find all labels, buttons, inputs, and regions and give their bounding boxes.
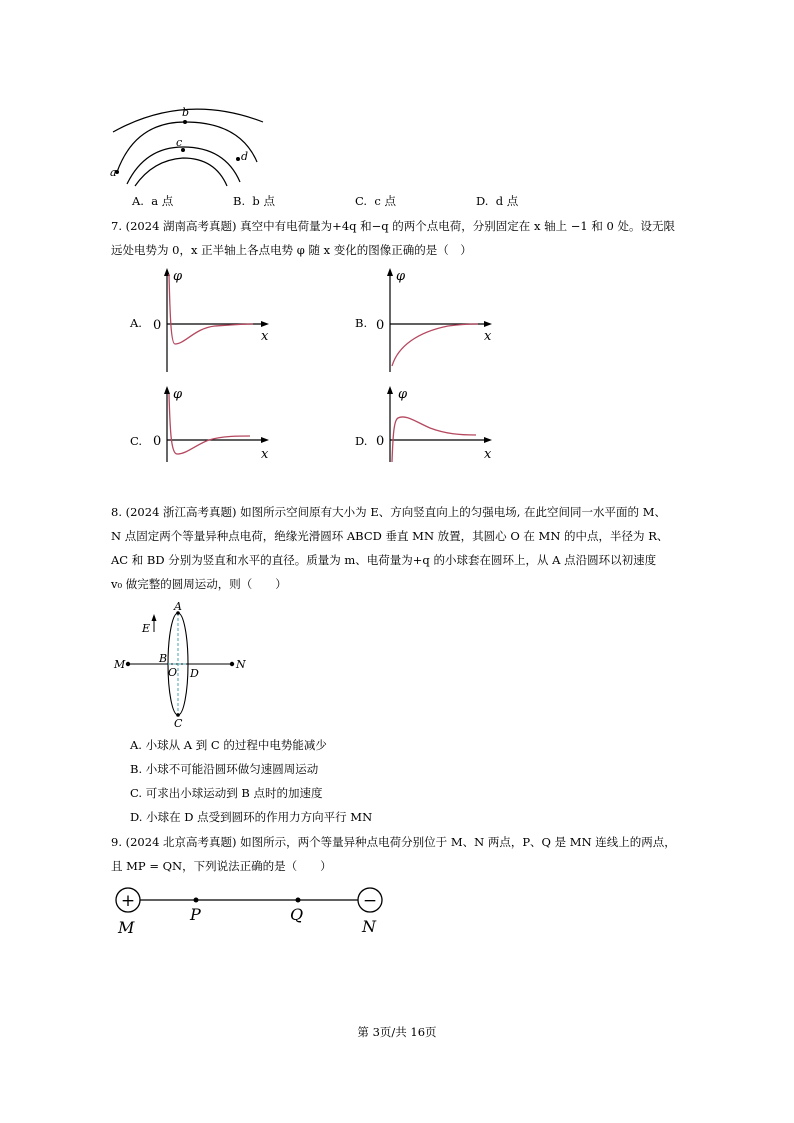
svg-text:φ: φ — [173, 387, 183, 402]
q6-option-b[interactable] — [233, 193, 275, 209]
q6-option-c-text: c 点 — [374, 194, 396, 208]
svg-text:B: B — [159, 652, 168, 665]
q6-option-b-letter: B. — [233, 194, 246, 208]
q7-stem-line2: 远处电势为 0，x 正半轴上各点电势 φ 随 x 变化的图像正确的是（ ） — [111, 243, 472, 257]
svg-text:D: D — [190, 667, 199, 680]
q8-stem-line3: AC 和 BD 分别为竖直和水平的直径。质量为 m、电荷量为+q 的小球套在圆环上，从 A 点沿圆环以初速度 — [111, 553, 657, 567]
q8-option-c[interactable]: C. 可求出小球运动到 B 点时的加速度 — [130, 786, 323, 800]
q8-stem-line2: N 点固定两个等量异种点电荷，绝缘光滑圆环 ABCD 垂直 MN 放置，其圆心 O 在 MN 的中点，半径为 R、 — [111, 529, 669, 543]
point-p — [194, 898, 199, 903]
svg-text:−: − — [362, 891, 378, 911]
svg-text:E: E — [142, 622, 151, 635]
q6-option-d[interactable] — [476, 193, 518, 209]
svg-text:0: 0 — [153, 318, 162, 333]
svg-text:φ: φ — [398, 387, 408, 402]
q8-option-b[interactable]: B. 小球不可能沿圆环做匀速圆周运动 — [130, 762, 319, 776]
svg-text:C: C — [174, 717, 183, 730]
point-d — [236, 157, 240, 161]
q6-option-c[interactable] — [355, 193, 396, 209]
q6-option-b-text: b 点 — [252, 194, 275, 208]
q8-figure — [112, 598, 252, 730]
q7-option-d-letter[interactable]: D. — [355, 434, 368, 448]
label-a: a — [110, 166, 117, 179]
svg-text:+: + — [120, 891, 136, 911]
q6-option-a-text: a 点 — [151, 194, 174, 208]
q7-option-c-letter[interactable]: C. — [130, 434, 143, 448]
q7-graph-a[interactable] — [145, 266, 280, 376]
q6-option-a[interactable] — [132, 193, 173, 209]
svg-text:O: O — [168, 666, 178, 679]
q8-option-d[interactable]: D. 小球在 D 点受到圆环的作用力方向平行 MN — [130, 810, 373, 824]
svg-text:x: x — [261, 447, 269, 462]
point-q — [296, 898, 301, 903]
q7-option-b-letter[interactable]: B. — [355, 316, 368, 330]
q9-stem-line2: 且 MP = QN，下列说法正确的是（ ） — [111, 859, 332, 873]
svg-text:M: M — [114, 658, 126, 671]
q7-option-a-letter[interactable]: A. — [130, 316, 142, 330]
svg-text:0: 0 — [376, 318, 385, 333]
q6-option-d-letter: D. — [476, 194, 489, 208]
q8-option-a[interactable]: A. 小球从 A 到 C 的过程中电势能减少 — [130, 738, 327, 752]
q7-stem-line1: 7. (2024 湖南高考真题) 真空中有电荷量为+4q 和−q 的两个点电荷，分别固定在 x 轴上 −1 和 0 处。设无限 — [111, 219, 675, 233]
arc-4 — [135, 158, 227, 186]
q7-graph-c[interactable] — [145, 384, 280, 464]
label-c: c — [176, 136, 183, 149]
q9-stem-line1: 9. (2024 北京高考真题) 如图所示，两个等量异种点电荷分别位于 M、N 两点，P、Q 是 MN 连线上的两点， — [111, 835, 676, 849]
svg-text:x: x — [484, 447, 492, 462]
q9-figure — [112, 886, 392, 938]
svg-text:x: x — [261, 329, 269, 344]
q8-stem-line4: v₀ 做完整的圆周运动，则（ ） — [111, 577, 287, 591]
svg-text:φ: φ — [396, 269, 406, 284]
svg-text:P: P — [190, 905, 201, 924]
svg-text:x: x — [484, 329, 492, 344]
q7-graph-b[interactable] — [368, 266, 503, 376]
svg-text:Q: Q — [290, 905, 304, 924]
svg-text:M: M — [118, 918, 135, 937]
svg-text:N: N — [236, 658, 246, 671]
q6-option-a-letter: A. — [132, 194, 144, 208]
q8-stem-line1: 8. (2024 浙江高考真题) 如图所示空间原有大小为 E、方向竖直向上的匀强电场, 在此空间同一水平面的 M、 — [111, 505, 666, 519]
label-d: d — [241, 150, 249, 163]
page-number: 第 3页/共 16页 — [357, 1025, 437, 1039]
point-b — [183, 120, 187, 124]
label-b: b — [182, 106, 190, 119]
svg-text:0: 0 — [153, 434, 162, 449]
svg-text:A: A — [174, 600, 182, 613]
q6-option-d-text: d 点 — [495, 194, 519, 208]
svg-text:0: 0 — [376, 434, 385, 449]
svg-text:φ: φ — [173, 269, 183, 284]
q7-graph-d[interactable] — [368, 384, 503, 464]
q6-figure — [105, 102, 275, 188]
svg-text:N: N — [362, 917, 376, 936]
q6-option-c-letter: C. — [355, 194, 368, 208]
